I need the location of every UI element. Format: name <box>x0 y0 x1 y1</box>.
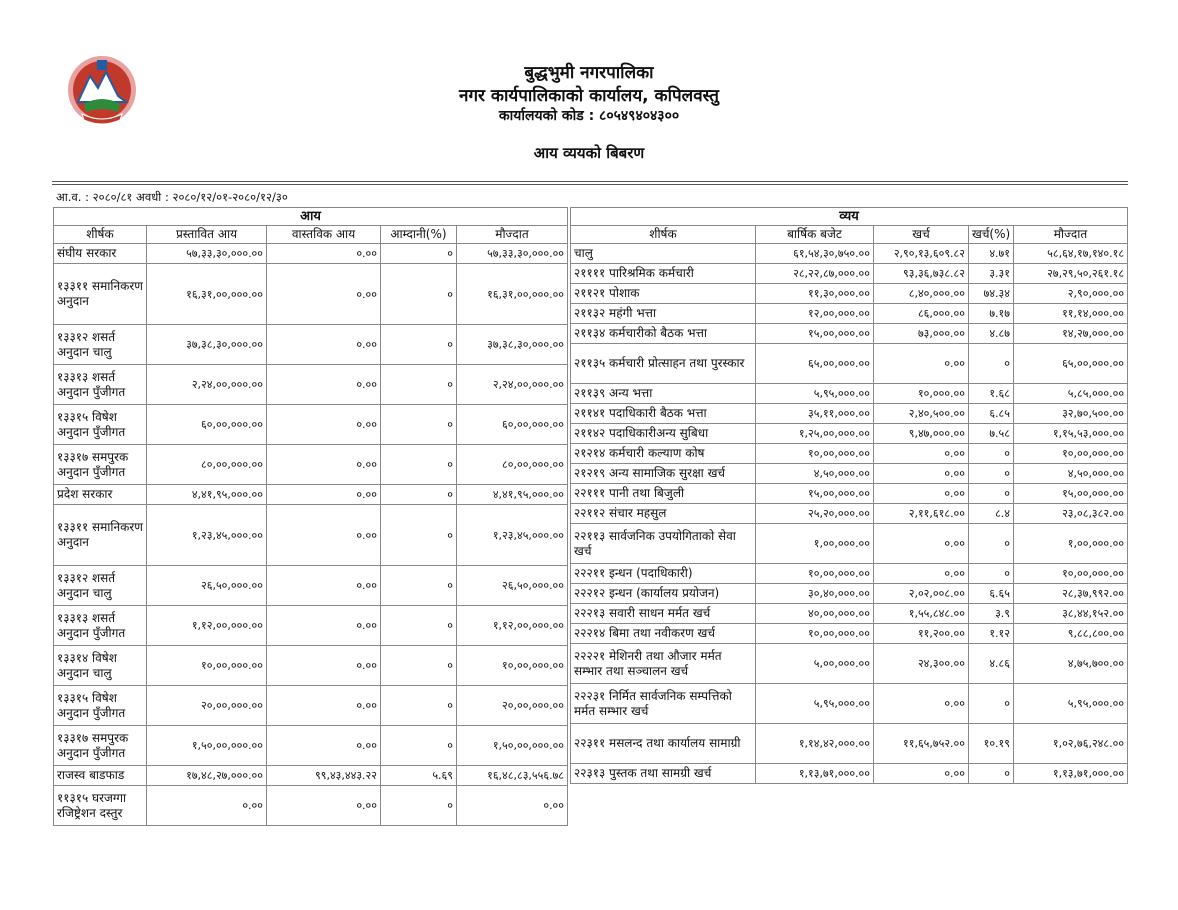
value-cell: १,५०,००,०००.०० <box>457 726 568 766</box>
table-row <box>54 325 568 365</box>
row-title-cell: १३३११ समानिकरण अनुदान <box>54 264 147 325</box>
value-cell: ०.०० <box>267 445 381 485</box>
value-cell: ८,४०,०००.०० <box>874 284 969 304</box>
table-row <box>54 405 568 445</box>
row-title-cell: २२११३ सार्वजनिक उपयोगिताको सेवा खर्च <box>571 524 756 564</box>
value-cell: ०.०० <box>874 524 969 564</box>
value-cell: ४,७५,७००.०० <box>1014 644 1128 684</box>
value-cell: १,५०,००,०००.०० <box>147 726 267 766</box>
table-row <box>54 365 568 405</box>
value-cell: ०.०० <box>267 686 381 726</box>
value-cell: १६,३१,००,०००.०० <box>457 264 568 325</box>
row-title-cell: २१२१९ अन्य सामाजिक सुरक्षा खर्च <box>571 464 756 484</box>
value-cell: ६०,००,०००.०० <box>457 405 568 445</box>
value-cell: ० <box>381 445 457 485</box>
row-title-cell: २२२१२ इन्धन (कार्यालय प्रयोजन) <box>571 584 756 604</box>
value-cell: ०.०० <box>147 786 267 826</box>
value-cell: ९३,३६,७३८.८२ <box>874 264 969 284</box>
table-row <box>571 444 1128 464</box>
value-cell: २३,०८,३८२.०० <box>1014 504 1128 524</box>
table-row <box>54 686 568 726</box>
value-cell: ० <box>969 524 1014 564</box>
value-cell: ७३,०००.०० <box>874 324 969 344</box>
table-row <box>571 264 1128 284</box>
row-title-cell: २२३१३ पुस्तक तथा सामग्री खर्च <box>571 764 756 784</box>
value-cell: ० <box>969 464 1014 484</box>
table-row <box>54 445 568 485</box>
report-header <box>0 0 1178 180</box>
value-cell: ९,८८,८००.०० <box>1014 624 1128 644</box>
value-cell: ७.१७ <box>969 304 1014 324</box>
value-cell: ३.९ <box>969 604 1014 624</box>
table-row <box>571 404 1128 424</box>
value-cell: ५,९५,०००.०० <box>756 684 874 724</box>
value-cell: ८०,००,०००.०० <box>457 445 568 485</box>
value-cell: ११,१४,०००.०० <box>1014 304 1128 324</box>
value-cell: ०.०० <box>267 365 381 405</box>
value-cell: ६.६५ <box>969 584 1014 604</box>
row-title-cell: २२३११ मसलन्द तथा कार्यालय सामाग्री <box>571 724 756 764</box>
row-title-cell: २११४१ पदाधिकारी बैठक भत्ता <box>571 404 756 424</box>
value-cell: १,१२,००,०००.०० <box>147 606 267 646</box>
value-cell: १,१३,७१,०००.०० <box>756 764 874 784</box>
value-cell: १०,००,०००.०० <box>147 646 267 686</box>
row-title-cell: २२१११ पानी तथा बिजुली <box>571 484 756 504</box>
table-row <box>571 524 1128 564</box>
value-cell: १,००,०००.०० <box>1014 524 1128 564</box>
table-row <box>571 604 1128 624</box>
value-cell: ५,९५,०००.०० <box>756 384 874 404</box>
table-row <box>571 504 1128 524</box>
table-row <box>54 244 568 264</box>
value-cell: ०.०० <box>267 244 381 264</box>
value-cell: १,१४,४२,०००.०० <box>756 724 874 764</box>
value-cell: १२,००,०००.०० <box>756 304 874 324</box>
row-title-cell: १३३१५ विषेश अनुदान पुँजीगत <box>54 405 147 445</box>
row-title-cell: २११२१ पोशाक <box>571 284 756 304</box>
value-cell: ०.०० <box>267 505 381 566</box>
table-row <box>571 484 1128 504</box>
table-row <box>571 304 1128 324</box>
row-title-cell: २११३२ महंगी भत्ता <box>571 304 756 324</box>
row-title-cell: २२२१३ सवारी साधन मर्मत खर्च <box>571 604 756 624</box>
income-title: आय <box>54 208 568 226</box>
value-cell: २,११,६१८.०० <box>874 504 969 524</box>
value-cell: २०,००,०००.०० <box>457 686 568 726</box>
value-cell: १,००,०००.०० <box>756 524 874 564</box>
value-cell: ११,६५,७५२.०० <box>874 724 969 764</box>
table-row <box>54 505 568 566</box>
row-title-cell: १३३१३ शसर्त अनुदान पुँजीगत <box>54 606 147 646</box>
value-cell: ० <box>969 484 1014 504</box>
table-row <box>571 684 1128 724</box>
income-col-header: शीर्षक <box>54 226 147 244</box>
value-cell: ६.८५ <box>969 404 1014 424</box>
expense-table <box>570 207 1128 784</box>
value-cell: ० <box>381 405 457 445</box>
value-cell: ० <box>969 684 1014 724</box>
value-cell: ० <box>969 344 1014 384</box>
value-cell: ३८,४४,१५२.०० <box>1014 604 1128 624</box>
table-row <box>54 485 568 505</box>
value-cell: ०.०० <box>267 786 381 826</box>
report-title: आय व्ययको बिबरण <box>533 144 645 162</box>
value-cell: १,२५,००,०००.०० <box>756 424 874 444</box>
value-cell: ० <box>381 786 457 826</box>
value-cell: ५८,६४,१७,१४०.१८ <box>1014 244 1128 264</box>
value-cell: १४,२७,०००.०० <box>1014 324 1128 344</box>
value-cell: २०,००,०००.०० <box>147 686 267 726</box>
office-name: नगर कार्यपालिकाको कार्यालय, कपिलवस्तु <box>459 86 719 106</box>
value-cell: २८,३७,९९२.०० <box>1014 584 1128 604</box>
value-cell: १,१३,७१,०००.०० <box>1014 764 1128 784</box>
value-cell: ०.०० <box>874 684 969 724</box>
divider <box>52 181 1128 182</box>
value-cell: ०.०० <box>267 646 381 686</box>
value-cell: १५,००,०००.०० <box>756 484 874 504</box>
value-cell: ८६,०००.०० <box>874 304 969 324</box>
row-title-cell: २११११ पारिश्रमिक कर्मचारी <box>571 264 756 284</box>
value-cell: १,१५,५३,०००.०० <box>1014 424 1128 444</box>
value-cell: ० <box>381 485 457 505</box>
fiscal-period: आ.व. : २०८०/८१ अवधी : २०८०/१२/०१-२०८०/१२/३० <box>56 190 288 204</box>
value-cell: ११,३०,०००.०० <box>756 284 874 304</box>
table-row <box>571 584 1128 604</box>
row-title-cell: २२२१४ बिमा तथा नवीकरण खर्च <box>571 624 756 644</box>
table-row <box>571 424 1128 444</box>
value-cell: ५७,३३,३०,०००.०० <box>457 244 568 264</box>
value-cell: १६,४८,८३,५५६.७८ <box>457 766 568 786</box>
table-row <box>571 564 1128 584</box>
value-cell: ८.४ <box>969 504 1014 524</box>
value-cell: ०.०० <box>874 484 969 504</box>
value-cell: ९९,४३,४४३.२२ <box>267 766 381 786</box>
expense-col-header: खर्च(%) <box>969 226 1014 244</box>
value-cell: १,५५,८४८.०० <box>874 604 969 624</box>
value-cell: २,९०,१३,६०९.८२ <box>874 244 969 264</box>
expense-col-header: शीर्षक <box>571 226 756 244</box>
value-cell: ८०,००,०००.०० <box>147 445 267 485</box>
value-cell: १०,००,०००.०० <box>756 624 874 644</box>
value-cell: ० <box>969 764 1014 784</box>
value-cell: ० <box>381 325 457 365</box>
value-cell: ५,८५,०००.०० <box>1014 384 1128 404</box>
value-cell: ० <box>381 244 457 264</box>
value-cell: ४०,००,०००.०० <box>756 604 874 624</box>
table-row <box>571 644 1128 684</box>
table-row <box>571 724 1128 764</box>
row-title-cell: १३३११ समानिकरण अनुदान <box>54 505 147 566</box>
value-cell: २,०२,००८.०० <box>874 584 969 604</box>
value-cell: ०.०० <box>267 325 381 365</box>
value-cell: १,२३,४५,०००.०० <box>457 505 568 566</box>
row-title-cell: २११३४ कर्मचारीको बैठक भत्ता <box>571 324 756 344</box>
divider <box>52 184 1128 185</box>
value-cell: ० <box>381 264 457 325</box>
table-row <box>571 764 1128 784</box>
value-cell: १०,००,०००.०० <box>756 444 874 464</box>
value-cell: २,४०,५००.०० <box>874 404 969 424</box>
row-title-cell: राजस्व बाडफाड <box>54 766 147 786</box>
income-table <box>53 207 568 826</box>
value-cell: १०,०००.०० <box>874 384 969 404</box>
row-title-cell: १३३१३ शसर्त अनुदान पुँजीगत <box>54 365 147 405</box>
value-cell: ७४.३४ <box>969 284 1014 304</box>
table-row <box>571 324 1128 344</box>
row-title-cell: चालु <box>571 244 756 264</box>
value-cell: २,२४,००,०००.०० <box>147 365 267 405</box>
table-row <box>571 244 1128 264</box>
income-col-header: प्रस्तावित आय <box>147 226 267 244</box>
expense-col-header: बार्षिक बजेट <box>756 226 874 244</box>
table-row <box>571 344 1128 384</box>
value-cell: ०.०० <box>457 786 568 826</box>
value-cell: २५,२०,०००.०० <box>756 504 874 524</box>
row-title-cell: १३३१७ समपुरक अनुदान पुँजीगत <box>54 726 147 766</box>
value-cell: २,९०,०००.०० <box>1014 284 1128 304</box>
row-title-cell: २२२२१ मेशिनरी तथा औजार मर्मत सम्भार तथा सञ्चालन खर्च <box>571 644 756 684</box>
row-title-cell: प्रदेश सरकार <box>54 485 147 505</box>
value-cell: ६५,००,०००.०० <box>1014 344 1128 384</box>
value-cell: २६,५०,०००.०० <box>147 566 267 606</box>
value-cell: २६,५०,०००.०० <box>457 566 568 606</box>
expense-title: व्यय <box>571 208 1128 226</box>
value-cell: ३.३१ <box>969 264 1014 284</box>
value-cell: २८,२२,८७,०००.०० <box>756 264 874 284</box>
row-title-cell: २११३५ कर्मचारी प्रोत्साहन तथा पुरस्कार <box>571 344 756 384</box>
row-title-cell: २२११२ संचार महसुल <box>571 504 756 524</box>
value-cell: ० <box>381 566 457 606</box>
income-col-header: आम्दानी(%) <box>381 226 457 244</box>
row-title-cell: ११३१५ घरजग्गा रजिष्ट्रेशन दस्तुर <box>54 786 147 826</box>
value-cell: ४,५०,०००.०० <box>1014 464 1128 484</box>
row-title-cell: २१२१४ कर्मचारी कल्याण कोष <box>571 444 756 464</box>
value-cell: ०.०० <box>267 485 381 505</box>
value-cell: १,०२,७६,२४८.०० <box>1014 724 1128 764</box>
row-title-cell: २११४२ पदाधिकारीअन्य सुबिधा <box>571 424 756 444</box>
value-cell: ०.०० <box>874 344 969 384</box>
value-cell: ९,४७,०००.०० <box>874 424 969 444</box>
row-title-cell: २२२३१ निर्मित सार्वजनिक सम्पत्तिको मर्मत सम्भार खर्च <box>571 684 756 724</box>
value-cell: ४.८७ <box>969 324 1014 344</box>
value-cell: १,२३,४५,०००.०० <box>147 505 267 566</box>
table-row <box>54 264 568 325</box>
value-cell: ३२,७०,५००.०० <box>1014 404 1128 424</box>
value-cell: १०,००,०००.०० <box>1014 564 1128 584</box>
row-title-cell: १३३१७ समपुरक अनुदान पुँजीगत <box>54 445 147 485</box>
row-title-cell: संघीय सरकार <box>54 244 147 264</box>
value-cell: २७,२९,५०,२६१.१८ <box>1014 264 1128 284</box>
value-cell: ० <box>969 564 1014 584</box>
value-cell: १५,००,०००.०० <box>1014 484 1128 504</box>
row-title-cell: १३३१५ विषेश अनुदान पुँजीगत <box>54 686 147 726</box>
table-row <box>571 624 1128 644</box>
value-cell: ५७,३३,३०,०००.०० <box>147 244 267 264</box>
org-name: बुद्धभुमी नगरपालिका <box>524 63 654 83</box>
value-cell: ११,२००.०० <box>874 624 969 644</box>
value-cell: १५,००,०००.०० <box>756 324 874 344</box>
table-row <box>54 726 568 766</box>
value-cell: ०.०० <box>267 726 381 766</box>
expense-col-header: मौज्दात <box>1014 226 1128 244</box>
value-cell: ७.५८ <box>969 424 1014 444</box>
value-cell: २४,३००.०० <box>874 644 969 684</box>
table-row <box>54 646 568 686</box>
value-cell: ० <box>969 444 1014 464</box>
value-cell: ३५,११,०००.०० <box>756 404 874 424</box>
value-cell: ३७,३८,३०,०००.०० <box>457 325 568 365</box>
value-cell: १०,००,०००.०० <box>457 646 568 686</box>
value-cell: १.६८ <box>969 384 1014 404</box>
value-cell: ० <box>381 505 457 566</box>
value-cell: ०.०० <box>267 264 381 325</box>
value-cell: ० <box>381 646 457 686</box>
value-cell: ० <box>381 686 457 726</box>
value-cell: १.१२ <box>969 624 1014 644</box>
expense-col-header: खर्च <box>874 226 969 244</box>
value-cell: ० <box>381 606 457 646</box>
value-cell: ६०,००,०००.०० <box>147 405 267 445</box>
table-row <box>571 384 1128 404</box>
table-row <box>54 606 568 646</box>
value-cell: ०.०० <box>267 566 381 606</box>
value-cell: ४,४१,९५,०००.०० <box>147 485 267 505</box>
row-title-cell: २११३९ अन्य भत्ता <box>571 384 756 404</box>
value-cell: ० <box>381 365 457 405</box>
value-cell: ५,००,०००.०० <box>756 644 874 684</box>
value-cell: १६,३१,००,०००.०० <box>147 264 267 325</box>
value-cell: ०.०० <box>267 405 381 445</box>
value-cell: ०.०० <box>874 564 969 584</box>
value-cell: ०.०० <box>267 606 381 646</box>
value-cell: ५,९५,०००.०० <box>1014 684 1128 724</box>
value-cell: २,२४,००,०००.०० <box>457 365 568 405</box>
row-title-cell: १३३१२ शसर्त अनुदान चालु <box>54 566 147 606</box>
value-cell: १०,००,०००.०० <box>756 564 874 584</box>
value-cell: ४,४१,९५,०००.०० <box>457 485 568 505</box>
table-row <box>571 464 1128 484</box>
value-cell: ०.०० <box>874 444 969 464</box>
row-title-cell: १३३१४ विषेश अनुदान चालु <box>54 646 147 686</box>
table-row <box>571 284 1128 304</box>
value-cell: ० <box>381 726 457 766</box>
table-row <box>54 786 568 826</box>
income-col-header: वास्तविक आय <box>267 226 381 244</box>
value-cell: ६५,००,०००.०० <box>756 344 874 384</box>
value-cell: ३७,३८,३०,०००.०० <box>147 325 267 365</box>
value-cell: ४.८६ <box>969 644 1014 684</box>
value-cell: ४,५०,०००.०० <box>756 464 874 484</box>
value-cell: ०.०० <box>874 764 969 784</box>
income-col-header: मौज्दात <box>457 226 568 244</box>
value-cell: १७,४८,२७,०००.०० <box>147 766 267 786</box>
value-cell: ६१,५४,३०,७५०.०० <box>756 244 874 264</box>
value-cell: ०.०० <box>874 464 969 484</box>
row-title-cell: १३३१२ शसर्त अनुदान चालु <box>54 325 147 365</box>
table-row <box>54 766 568 786</box>
office-code: कार्यालयको कोड : ८०५४९४०४३०० <box>498 108 680 124</box>
table-row <box>54 566 568 606</box>
value-cell: ५.६९ <box>381 766 457 786</box>
row-title-cell: २२२११ इन्धन (पदाधिकारी) <box>571 564 756 584</box>
value-cell: १०.१९ <box>969 724 1014 764</box>
value-cell: ३०,४०,०००.०० <box>756 584 874 604</box>
value-cell: १,१२,००,०००.०० <box>457 606 568 646</box>
value-cell: ४.७१ <box>969 244 1014 264</box>
value-cell: १०,००,०००.०० <box>1014 444 1128 464</box>
